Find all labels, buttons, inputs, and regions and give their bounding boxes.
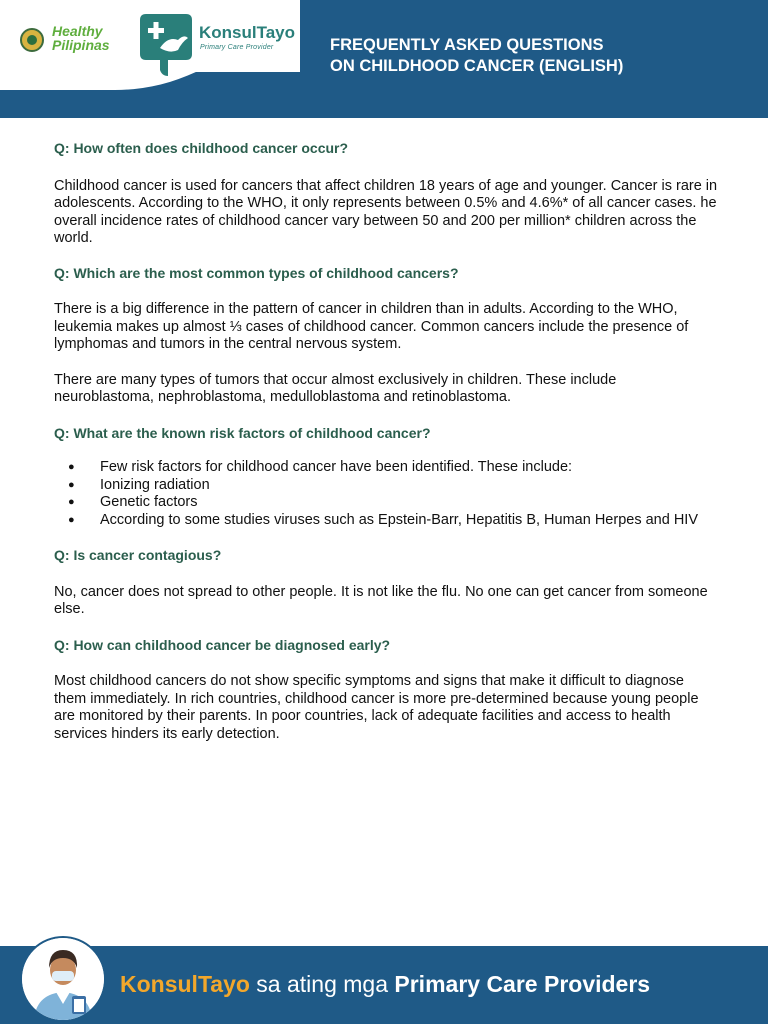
list-item: ● Genetic factors [54,494,719,512]
list-item: ● Ionizing radiation [54,477,719,495]
faq-question: Q: How often does childhood cancer occur? [54,140,349,156]
konsultayo-tagline: Primary Care Provider [200,44,274,51]
footer-end-text: Primary Care Providers [394,971,651,997]
page-title: FREQUENTLY ASKED QUESTIONS ON CHILDHOOD CANCER (ENGLISH) [330,36,624,75]
faq-question: Q: Is cancer contagious? [54,547,222,563]
faq-answer: There is a big difference in the pattern of cancer in children than in adults. According to the WHO, leukemia makes up almost ⅓ cases of childhood cancer. Common cancers include the presence of lymphomas and tumors in the central nervous system. [54,301,689,352]
faq-question: Q: What are the known risk factors of childhood cancer? [54,424,431,441]
page-header [0,0,768,118]
list-item: ● According to some studies viruses such as Epstein-Barr, Hepatitis B, Human Herpes and HIV [54,512,719,530]
risk-factor-list [54,459,719,529]
faq-question: Q: How can childhood cancer be diagnosed early? [54,636,391,653]
konsultayo-logo-text: KonsulTayo [199,23,296,42]
faq-answer: There are many types of tumors that occur almost exclusively in children. These include neuroblastoma, nephroblastoma, medulloblastoma and retinoblastoma. [54,371,617,405]
faq-content [54,140,719,743]
footer-brand: KonsulTayo [120,971,250,997]
faq-question: Q: Which are the most common types of childhood cancers? [54,264,459,281]
konsultayo-logo-icon [138,12,194,78]
footer-tagline [120,970,650,998]
list-item: ● Few risk factors for childhood cancer have been identified. These include: [54,459,719,477]
faq-answer: Childhood cancer is used for cancers that affect children 18 years of age and younger. Cancer is rare in adolescents. According to the WHO, it only represents between 0.5% and 4.6%* of all cancer cases. he overall incidence rates of childhood cancer vary between 50 and 200 per million* children across the world. [54,177,718,246]
nurse-illustration [20,936,106,1022]
healthy-pilipinas-logo: Healthy Pilipinas [52,23,110,53]
nurse-icon [22,938,104,1020]
faq-answer: Most childhood cancers do not show specific symptoms and signs that make it difficult to diagnose them immediately. In rich countries, childhood cancer is more pre-determined because young people are monitored by their parents. In poor countries, lack of adequate facilities and access to health services hinders its early detection. [54,673,699,742]
faq-answer: No, cancer does not spread to other people. It is not like the flu. No one can get cancer from someone else. [54,583,708,617]
footer-middle-text: sa ating mga [249,971,395,997]
government-seal-icon [20,28,44,52]
